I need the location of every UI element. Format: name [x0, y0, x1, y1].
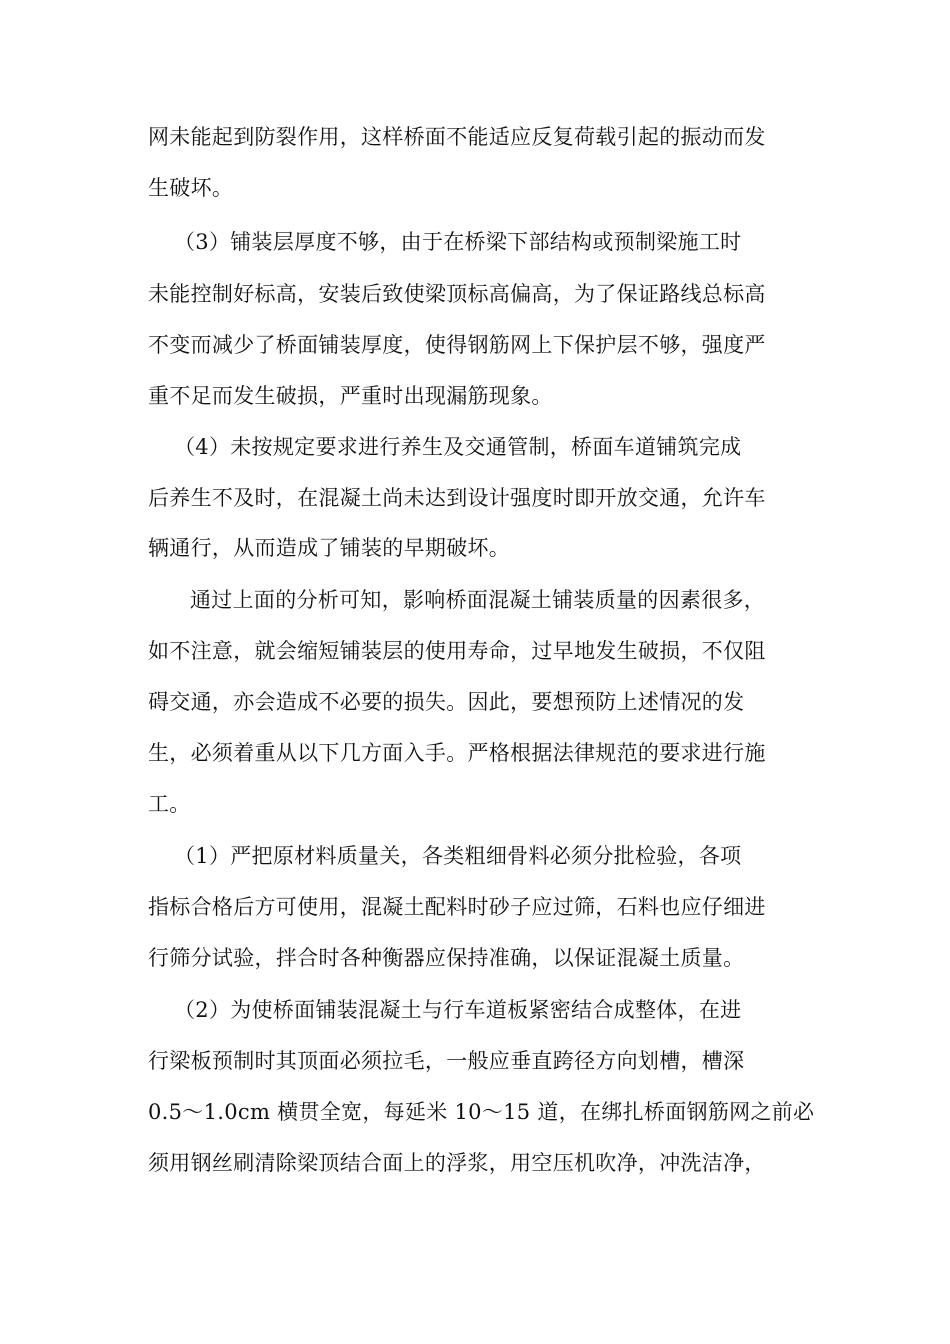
- text-line: 如不注意，就会缩短铺装层的使用寿命，过早地发生破损，不仅阻: [148, 639, 766, 663]
- text-line: 须用钢丝刷清除梁顶结合面上的浮浆，用空压机吹净，冲洗洁净，: [148, 1151, 766, 1175]
- text-line: 指标合格后方可使用，混凝土配料时砂子应过筛，石料也应仔细进: [148, 895, 766, 919]
- text-line: （2）为使桥面铺装混凝土与行车道板紧密结合成整体，在进: [174, 998, 742, 1022]
- text-line: （1）严把原材料质量关，各类粗细骨料必须分批检验，各项: [174, 844, 742, 868]
- text-line: 0.5～1.0cm 横贯全宽，每延米 10～15 道，在绑扎桥面钢筋网之前必: [148, 1100, 815, 1124]
- text-line: 重不足而发生破损，严重时出现漏筋现象。: [148, 384, 553, 408]
- text-line: 生，必须着重从以下几方面入手。严格根据法律规范的要求进行施: [148, 741, 766, 765]
- text-line: 辆通行，从而造成了铺装的早期破坏。: [148, 536, 511, 560]
- text-line: 碍交通，亦会造成不必要的损失。因此，要想预防上述情况的发: [148, 690, 745, 714]
- text-line: 生破坏。: [148, 176, 234, 200]
- text-line: 不变而减少了桥面铺装厚度，使得钢筋网上下保护层不够，强度严: [148, 333, 766, 357]
- text-line: 行筛分试验，拌合时各种衡器应保持准确，以保证混凝土质量。: [148, 946, 745, 970]
- text-line: （4）未按规定要求进行养生及交通管制，桥面车道铺筑完成: [174, 435, 742, 459]
- text-line: 工。: [148, 792, 191, 816]
- text-line: （3）铺装层厚度不够，由于在桥梁下部结构或预制梁施工时: [174, 230, 742, 254]
- text-line: 未能控制好标高，安装后致使梁顶标高偏高，为了保证路线总标高: [148, 282, 766, 306]
- text-line: 网未能起到防裂作用，这样桥面不能适应反复荷载引起的振动而发: [148, 125, 766, 149]
- text-line: 后养生不及时，在混凝土尚未达到设计强度时即开放交通，允许车: [148, 486, 766, 510]
- text-line: 通过上面的分析可知，影响桥面混凝土铺装质量的因素很多，: [190, 588, 766, 612]
- text-line: 行梁板预制时其顶面必须拉毛，一般应垂直跨径方向划槽，槽深: [148, 1049, 745, 1073]
